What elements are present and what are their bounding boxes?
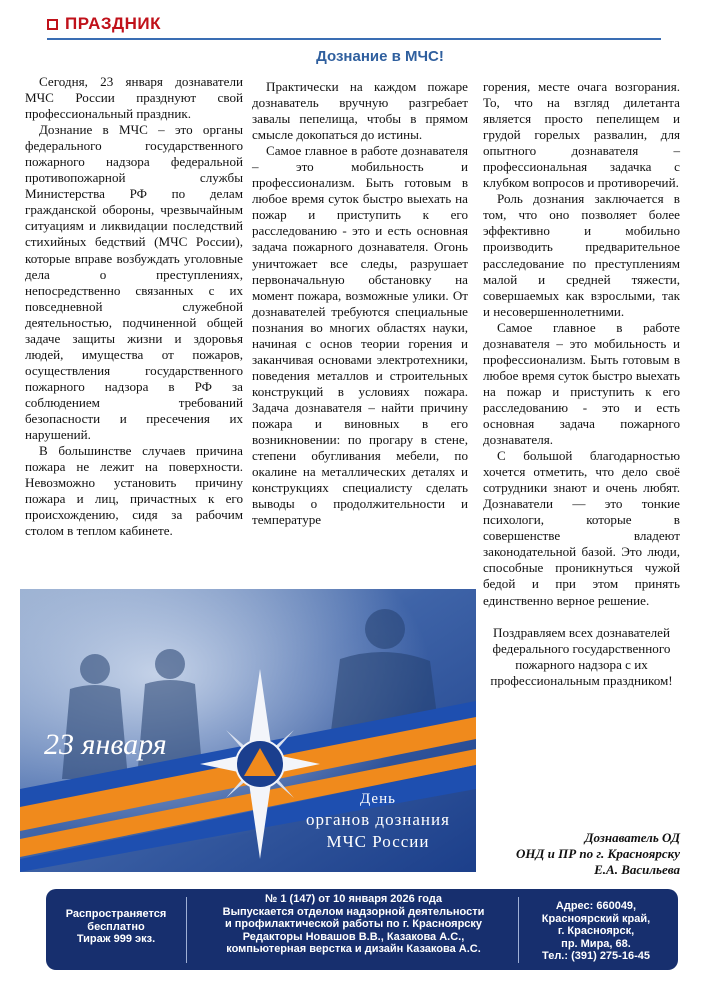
paragraph: Сегодня, 23 января дознаватели МЧС России празднуют свой профессиональный праздник. — [25, 74, 243, 122]
paragraph: Самое главное в работе дознавателя – это мобильность и профессионализм. Быть готовым в любое время суток быстро выехать на пожар и приступить к его расследованию - это и есть основная задача пожарного дознавателя. Огонь уничтожает все следы, разрушает первоначальную обстановку на момент пожара, возможные улики. От дознавателей требуются специальные познания во многих областях науки, начиная с основ теории горения и заканчивая основами электротехники, поведения металлов и строительных конструкций в условиях пожара. Задача дознавателя – найти причину пожара и виновных в его возникновении: по прогару в стене, степени обугливания мебели, по окалине на металлических деталях и конструкциях специалисту сделать выводы о продолжительности и температуре — [252, 143, 468, 528]
footer-text: и профилактической работы по г. Красноярску — [224, 918, 483, 931]
footer-text: пр. Мира, 68. — [561, 937, 631, 950]
footer-text: компьютерная верстка и дизайн Казакова А.С. — [226, 943, 481, 956]
square-bullet-icon — [47, 19, 58, 30]
paragraph: горения, месте очага возгорания. То, что на взгляд дилетанта является просто пепелищем и грудой горелых развалин, для опытного дознавателя – профессиональная задачка с клубком вопросов и противоречий. — [483, 79, 680, 191]
footer-bar — [46, 889, 678, 970]
footer-text: Красноярский край, — [541, 912, 651, 925]
signature — [490, 830, 680, 878]
footer-text: г. Красноярск, — [557, 925, 635, 938]
paragraph: С большой благодарностью хочется отметить, что дело своё сотрудники знают и очень любят. Дознаватели — это тонкие психологи, которые в совершенстве владеют законодательной базой. Это люди, способные проникнуться чужой бедой и при этом принять единственно верное решение. — [483, 448, 680, 608]
article-column-2 — [252, 79, 468, 528]
section-rubric — [47, 14, 161, 34]
footer-text: бесплатно — [87, 920, 145, 933]
paragraph: Самое главное в работе дознавателя – это мобильность и профессионализм. Быть готовым в любое время суток быстро выехать на пожар и приступить к его расследованию - это и есть основная задача пожарного дознавателя. — [483, 319, 680, 448]
footer-text: Редакторы Новашов В.В., Казакова А.С., — [242, 930, 465, 943]
footer-publisher — [191, 893, 516, 956]
banner-line-1: День — [360, 791, 396, 807]
banner-date: 23 января — [44, 728, 167, 761]
footer-text: № 1 (147) от 10 января 2026 года — [265, 893, 442, 905]
footer-divider — [186, 897, 187, 963]
footer-text: Тел.: (391) 275-16-45 — [542, 950, 650, 963]
signature-position: Дознаватель ОД — [584, 830, 680, 845]
article-column-3 — [483, 79, 680, 689]
paragraph: Практически на каждом пожаре дознаватель вручную разгребает завалы пепелища, чтобы в прямом смысле докопаться до истины. — [252, 79, 468, 143]
footer-distribution — [46, 908, 186, 946]
paragraph: Роль дознания заключается в том, что оно позволяет более эффективно и мобильно производить предварительное расследование по преступлениям малой и средней тяжести, совершаемых как взрослыми, так и несовершеннолетними. — [483, 191, 680, 319]
paragraph: Дознание в МЧС – это органы федерального государственного пожарного надзора федеральной противопожарной службы Министерства РФ по делам гражданской обороны, чрезвычайным ситуациям и ликвидации последствий стихийных бедствий (МЧС России), которые вправе возбуждать уголовные дела о преступлениях, непосредственно связанных с их повседневной служебной деятельностью, подчиненной общей задаче защиты жизни и здоровья людей, имущества от пожаров, осуществления государственного пожарного надзора в РФ за соблюдением требований безопасности и пресечения их нарушений. — [25, 122, 243, 443]
holiday-banner — [20, 589, 476, 872]
header-rule — [47, 38, 661, 40]
banner-line-2: органов дознания — [306, 810, 450, 829]
footer-text: Тираж 999 экз. — [76, 933, 156, 946]
footer-text: Адрес: 660049, — [555, 900, 637, 912]
footer-address — [516, 900, 676, 963]
paragraph: В большинстве случаев причина пожара не лежит на поверхности. Невозможно установить причину пожара и лиц, причастных к его происхождению, сидя за рабочим столом в теплом кабинете. — [25, 443, 243, 539]
article-title: Дознание в МЧС! — [316, 48, 444, 65]
article-column-1 — [25, 74, 243, 539]
signature-department: ОНД и ПР по г. Красноярску — [516, 846, 680, 861]
signature-name: Е.А. Васильева — [594, 862, 680, 877]
banner-line-3: МЧС России — [326, 832, 430, 851]
footer-text: Выпускается отделом надзорной деятельности — [222, 905, 485, 918]
footer-text: Распространяется — [65, 908, 167, 920]
congratulation: Поздравляем всех дознавателей федерального государственного пожарного надзора с их профессиональным праздником! — [490, 624, 673, 688]
rubric-label: ПРАЗДНИК — [65, 14, 161, 33]
